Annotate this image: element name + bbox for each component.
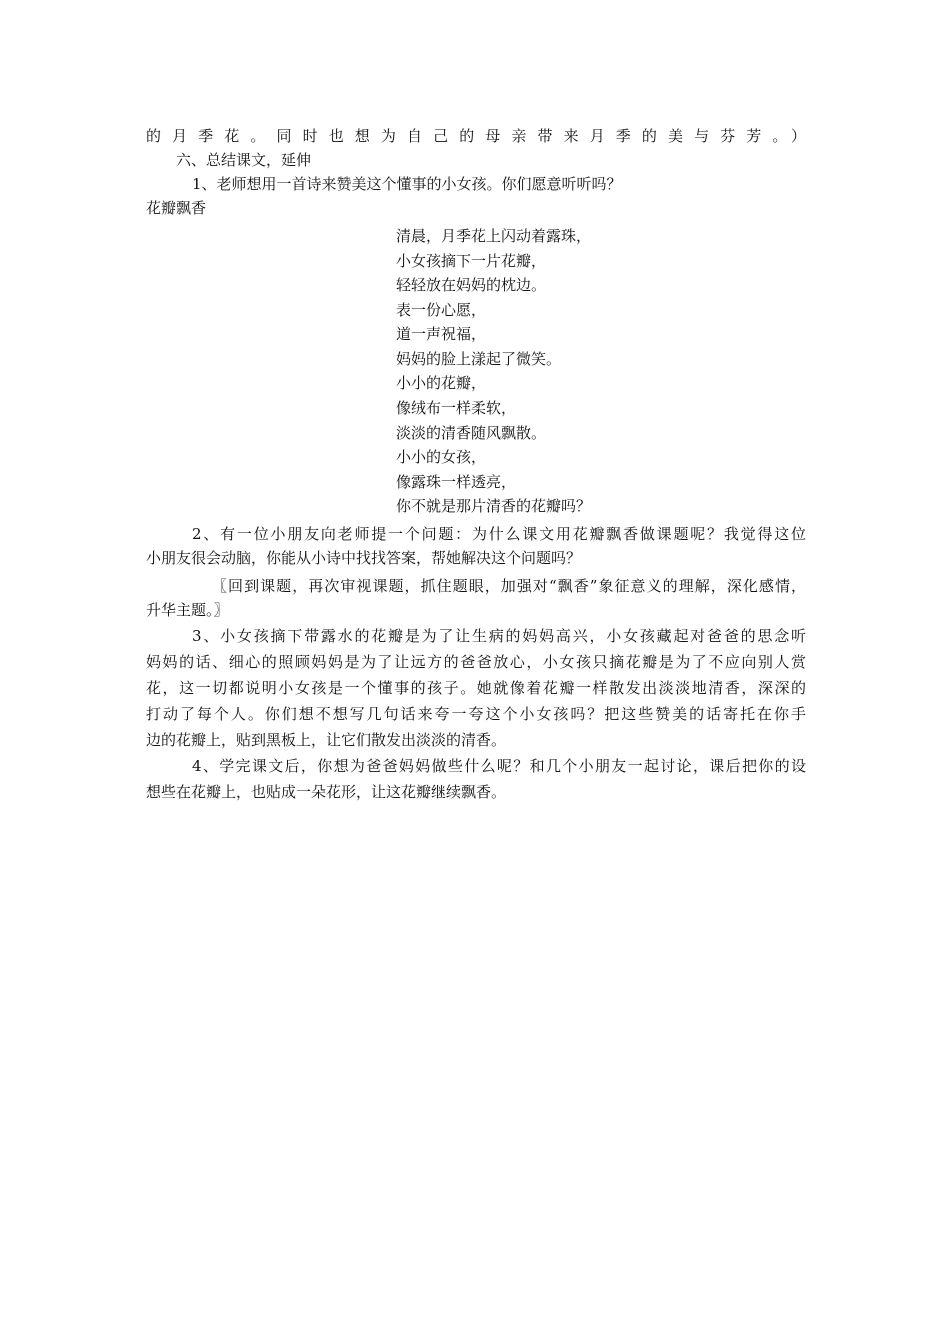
poem-line: 轻轻放在妈妈的枕边。 [396,276,547,294]
poem-line: 像绒布一样柔软， [396,399,517,417]
poem-line: 道一声祝福， [396,325,487,343]
poem-line: 清晨，月季花上闪动着露珠， [396,227,592,245]
poem-line: 小小的花瓣， [396,374,487,392]
paragraph-line: 〖回到课题，再次审视课题，抓住题眼，加强对“飘香”象征意义的理解，深化感情， [212,577,806,595]
poem-line: 你不就是那片清香的花瓣吗？ [396,497,592,515]
poem-line: 表一份心愿， [396,301,487,319]
poem-line: 淡淡的清香随风飘散。 [396,424,547,442]
paragraph-line: 2、有一位小朋友向老师提一个问题：为什么课文用花瓣飘香做课题呢？我觉得这位 [192,525,806,543]
item-1-paragraph: 1、老师想用一首诗来赞美这个懂事的小女孩。你们愿意听听吗？ [192,175,622,193]
poem-line: 妈妈的脸上漾起了微笑。 [396,350,562,368]
continuation-line: 的月季花。同时也想为自己的母亲带来月季的美与芬芳。） [146,127,806,145]
poem-line: 像露珠一样透亮， [396,473,517,491]
paragraph-line: 4、学完课文后，你想为爸爸妈妈做些什么呢？和几个小朋友一起讨论，课后把你的设 [192,757,806,775]
paragraph-line: 花，这一切都说明小女孩是一个懂事的孩子。她就像着花瓣一样散发出淡淡地清香，深深的 [146,679,806,697]
paragraph-line: 边的花瓣上，贴到黑板上，让它们散发出淡淡的清香。 [146,731,507,749]
section-heading: 六、总结课文，延伸 [176,151,312,169]
paragraph-line: 想些在花瓣上，也贴成一朵花形，让这花瓣继续飘香。 [146,783,507,801]
poem-line: 小女孩摘下一片花瓣， [396,252,547,270]
paragraph-line: 打动了每个人。你们想不想写几句话来夸一夸这个小女孩吗？把这些赞美的话寄托在你手 [146,705,806,723]
paragraph-line: 妈妈的话、细心的照顾妈妈是为了让远方的爸爸放心，小女孩只摘花瓣是为了不应向别人赏 [146,653,806,671]
paragraph-line: 3、小女孩摘下带露水的花瓣是为了让生病的妈妈高兴，小女孩藏起对爸爸的思念听 [192,627,806,645]
paragraph-line: 升华主题。〗 [146,601,229,619]
poem-title: 花瓣飘香 [146,199,207,217]
poem-line: 小小的女孩， [396,448,487,466]
paragraph-line: 小朋友很会动脑，你能从小诗中找找答案，帮她解决这个问题吗？ [146,549,582,567]
